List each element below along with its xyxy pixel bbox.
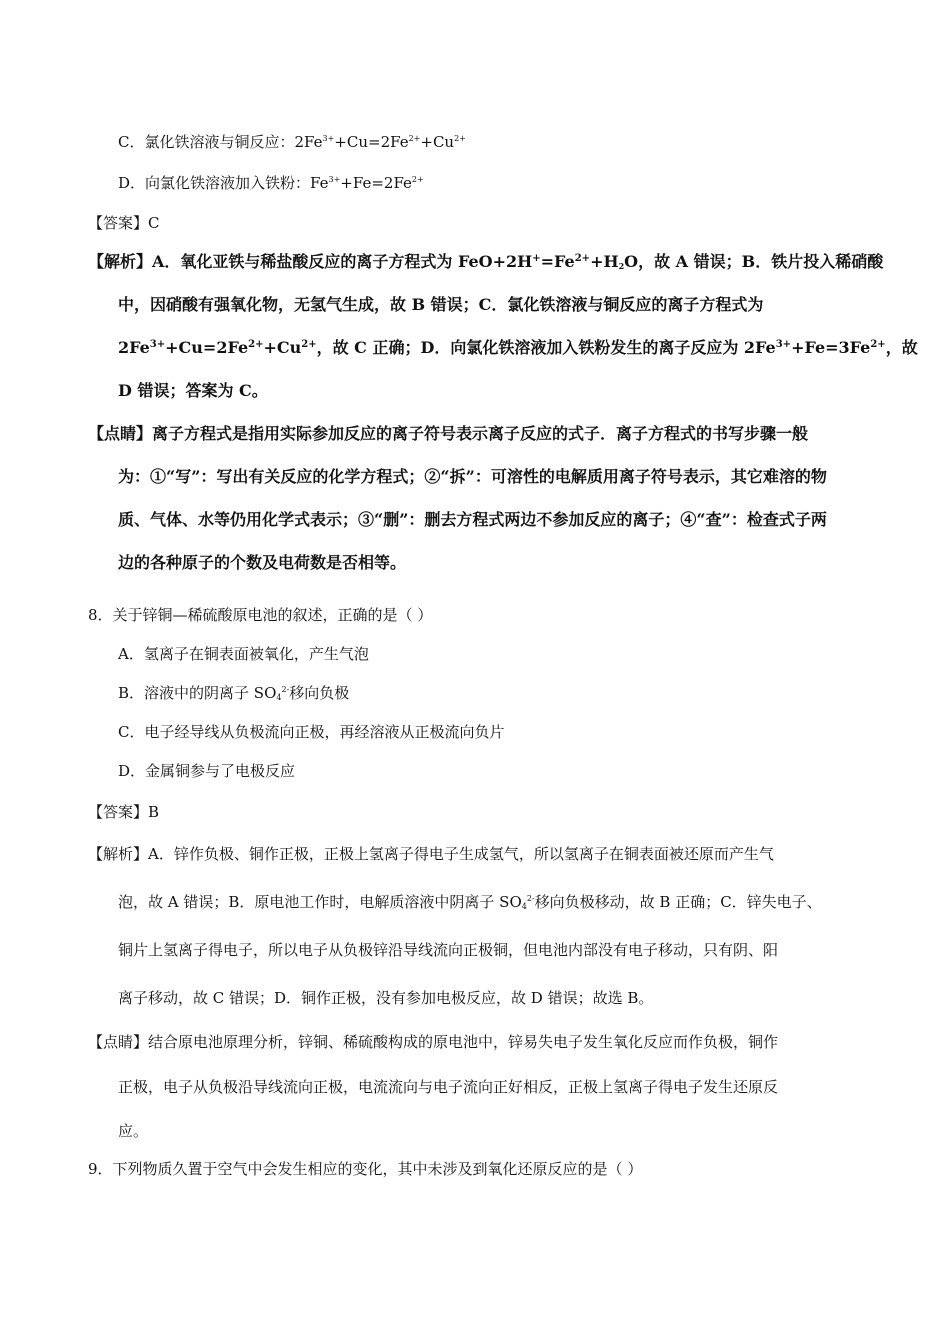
q8-option-d: D．金属铜参与了电极反应 bbox=[118, 762, 296, 780]
q8-analysis-line-4: 离子移动，故 C 错误；D．铜作正极，没有参加电极反应，故 D 错误；故选 B。 bbox=[118, 989, 654, 1007]
q7-analysis-line-4: D 错误；答案为 C。 bbox=[118, 381, 268, 400]
q8-analysis-line-3: 铜片上氢离子得电子，所以电子从负极锌沿导线流向正极铜，但电池内部没有电子移动，只有阴、阳 bbox=[118, 941, 779, 959]
q7-comment-line-4: 边的各种原子的个数及电荷数是否相等。 bbox=[118, 553, 407, 572]
q8-option-c: C．电子经导线从负极流向正极，再经溶液从正极流向负片 bbox=[118, 723, 505, 741]
q8-comment-line-1: 【点睛】结合原电池原理分析，锌铜、稀硫酸构成的原电池中，锌易失电子发生氧化反应而作负极，铜作 bbox=[88, 1033, 779, 1051]
q8-comment-line-3: 应。 bbox=[118, 1122, 149, 1140]
q7-option-d: D．向氯化铁溶液加入铁粉：$Fe^{3+}+Fe=2Fe^{2+}$ bbox=[118, 174, 424, 192]
q7-answer: 【答案】C bbox=[88, 214, 160, 232]
q8-option-a: A．氢离子在铜表面被氧化，产生气泡 bbox=[118, 645, 369, 663]
q9-stem: 9．下列物质久置于空气中会发生相应的变化，其中未涉及到氧化还原反应的是（ ） bbox=[88, 1160, 643, 1178]
q7-comment-line-1: 【点睛】离子方程式是指用实际参加反应的离子符号表示离子反应的式子．离子方程式的书写步骤一般 bbox=[88, 424, 809, 443]
q7-analysis-line-3: $2Fe^{3+}+Cu=2Fe^{2+}+Cu^{2+}$，故 C 正确；D．向氯化铁溶液加入铁粉发生的离子反应为 $2Fe^{3+}+Fe=3Fe^{2+}$，故 bbox=[118, 338, 918, 357]
q7-comment-line-2: 为：①“写”：写出有关反应的化学方程式；②“拆”：可溶性的电解质用离子符号表示，其它难溶的物 bbox=[118, 467, 827, 486]
q8-stem: 8．关于锌铜—稀硫酸原电池的叙述，正确的是（ ） bbox=[88, 606, 433, 624]
q7-option-c: C．氯化铁溶液与铜反应：$2Fe^{3+}+Cu=2Fe^{2+}+Cu^{2+}$ bbox=[118, 133, 466, 151]
q8-analysis-line-2: 泡，故 A 错误；B．原电池工作时，电解质溶液中阴离子 $SO_4^{2-}$移向负极移动，故 B 正确；C．锌失电子、 bbox=[118, 893, 822, 911]
q8-option-b: B．溶液中的阴离子 $SO_4^{2-}$移向负极 bbox=[118, 684, 350, 702]
q8-answer: 【答案】B bbox=[88, 803, 160, 821]
q7-comment-line-3: 质、气体、水等仍用化学式表示；③“删”：删去方程式两边不参加反应的离子；④“查”：检查式子两 bbox=[118, 510, 827, 529]
q7-analysis-line-1: 【解析】A．氧化亚铁与稀盐酸反应的离子方程式为 $FeO+2H^+=Fe^{2+}+H_2O$，故 A 错误；B．铁片投入稀硝酸 bbox=[88, 252, 884, 271]
q8-comment-line-2: 正极，电子从负极沿导线流向正极，电流流向与电子流向正好相反，正极上氢离子得电子发生还原反 bbox=[118, 1078, 779, 1096]
q7-analysis-line-2: 中，因硝酸有强氧化物，无氢气生成，故 B 错误；C．氯化铁溶液与铜反应的离子方程式为 bbox=[118, 295, 764, 314]
q8-analysis-line-1: 【解析】A．锌作负极、铜作正极，正极上氢离子得电子生成氢气，所以氢离子在铜表面被还原而产生气 bbox=[88, 845, 774, 863]
